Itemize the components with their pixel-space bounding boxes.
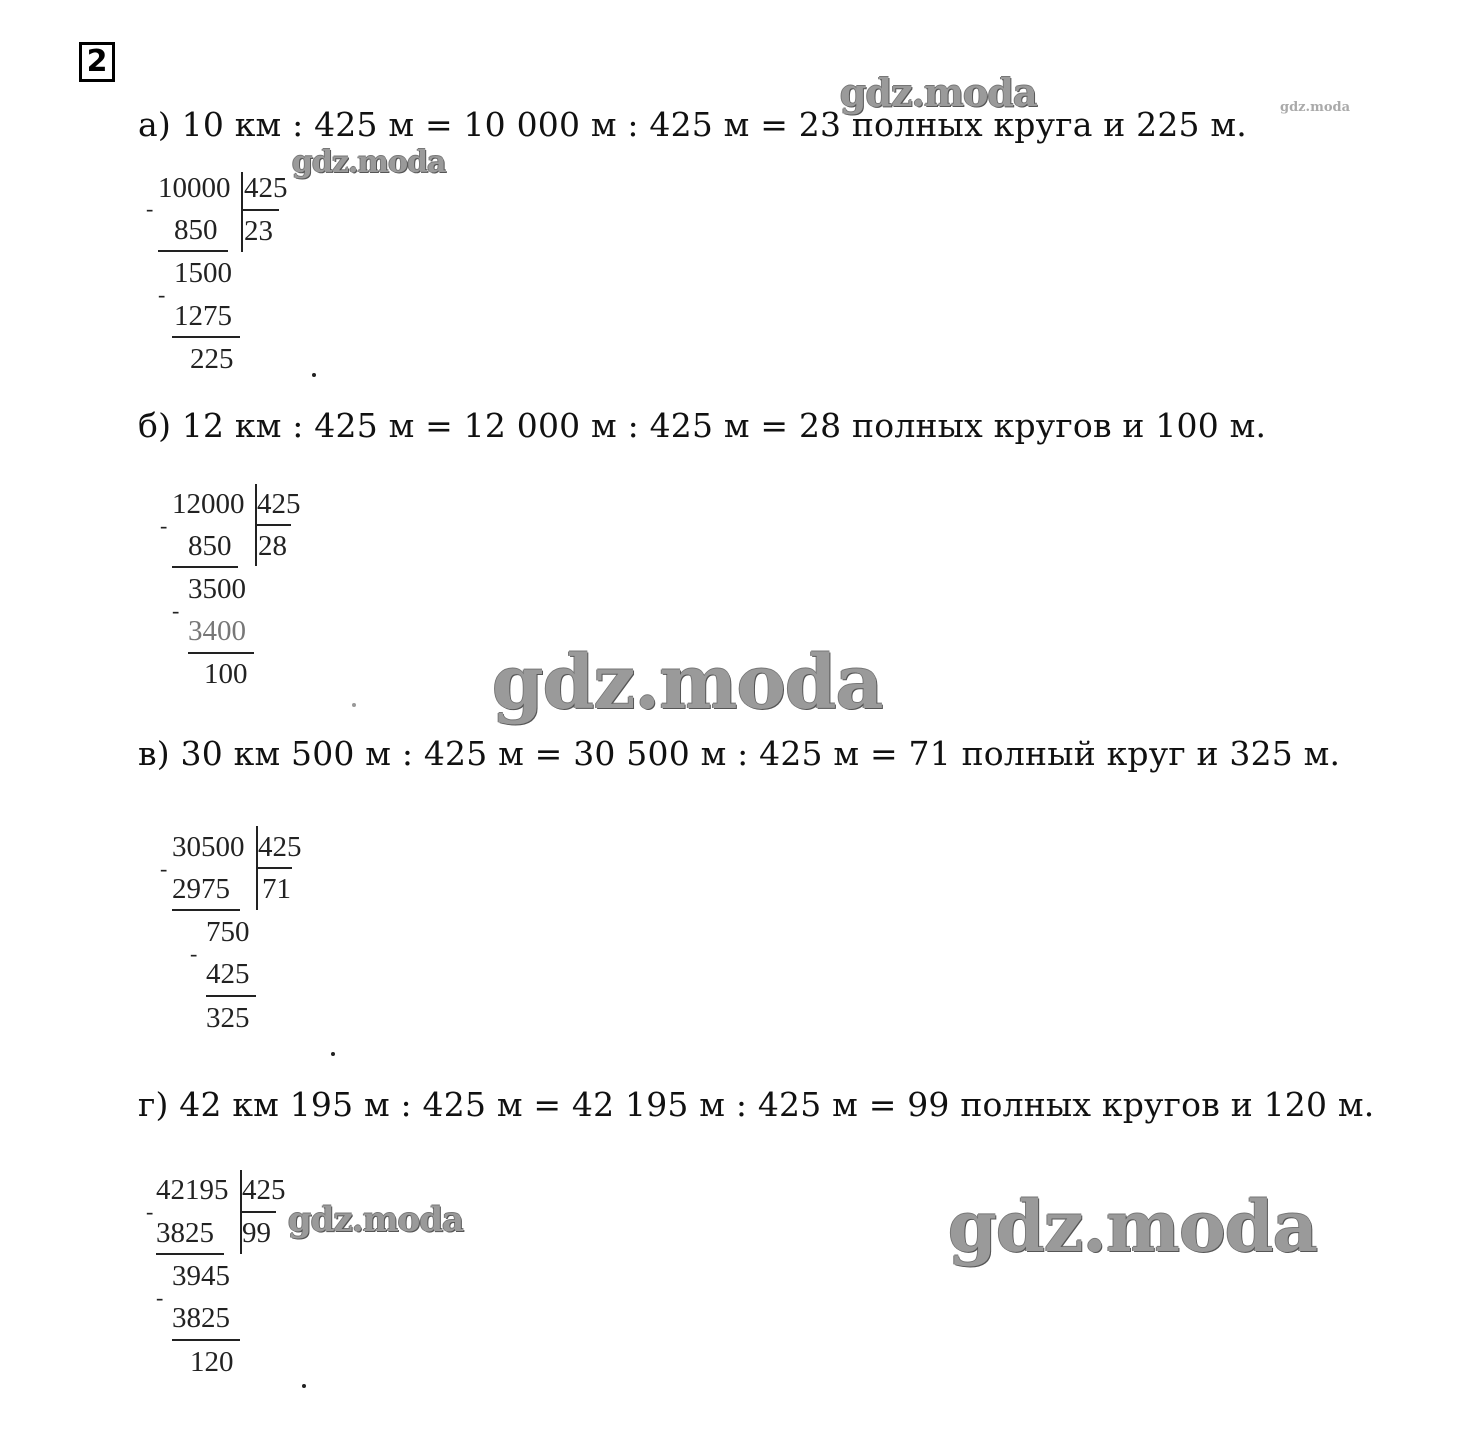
problem-a-text: а) 10 км : 425 м = 10 000 м : 425 м = 23 полных круга и 225 м. (138, 105, 1247, 144)
problem-v-text: в) 30 км 500 м : 425 м = 30 500 м : 425 м = 71 полный круг и 325 м. (138, 734, 1341, 773)
task-number-badge: 2 (79, 42, 115, 82)
remainder: 225 (190, 343, 234, 375)
dividend: 42195 (156, 1174, 229, 1206)
divisor: 425 (244, 172, 288, 204)
dividend: 30500 (172, 831, 245, 863)
quotient: 71 (262, 873, 291, 905)
divisor: 425 (242, 1174, 286, 1206)
subtrahend-1: 3825 (156, 1217, 214, 1249)
remainder-1: 750 (206, 916, 250, 948)
remainder-1: 3945 (172, 1260, 230, 1292)
watermark-corner: gdz.moda (1280, 100, 1351, 115)
dividend: 12000 (172, 488, 245, 520)
divisor: 425 (258, 831, 302, 863)
quotient: 23 (244, 215, 273, 247)
subtrahend-2: 425 (206, 958, 250, 990)
remainder: 100 (204, 658, 248, 690)
subtrahend-1: 850 (174, 214, 218, 246)
watermark-problem-a: gdz.moda (292, 145, 446, 180)
quotient: 99 (242, 1217, 271, 1249)
remainder-1: 3500 (188, 573, 246, 605)
quotient: 28 (258, 530, 287, 562)
watermark-top: gdz.moda (840, 70, 1037, 115)
subtrahend-2: 1275 (174, 300, 232, 332)
watermark-center: gdz.moda (492, 640, 883, 726)
subtrahend-2: 3825 (172, 1302, 230, 1334)
watermark-bottom-right: gdz.moda (948, 1185, 1318, 1268)
remainder: 325 (206, 1002, 250, 1034)
watermark-problem-g: gdz.moda (288, 1200, 464, 1240)
subtrahend-1: 850 (188, 530, 232, 562)
remainder-1: 1500 (174, 257, 232, 289)
problem-b-text: б) 12 км : 425 м = 12 000 м : 425 м = 28 полных кругов и 100 м. (138, 406, 1267, 445)
problem-g-text: г) 42 км 195 м : 425 м = 42 195 м : 425 м = 99 полных кругов и 120 м. (138, 1085, 1375, 1124)
dividend: 10000 (158, 172, 231, 204)
remainder: 120 (190, 1346, 234, 1378)
subtrahend-1: 2975 (172, 873, 230, 905)
divisor: 425 (257, 488, 301, 520)
subtrahend-2: 3400 (188, 615, 246, 647)
